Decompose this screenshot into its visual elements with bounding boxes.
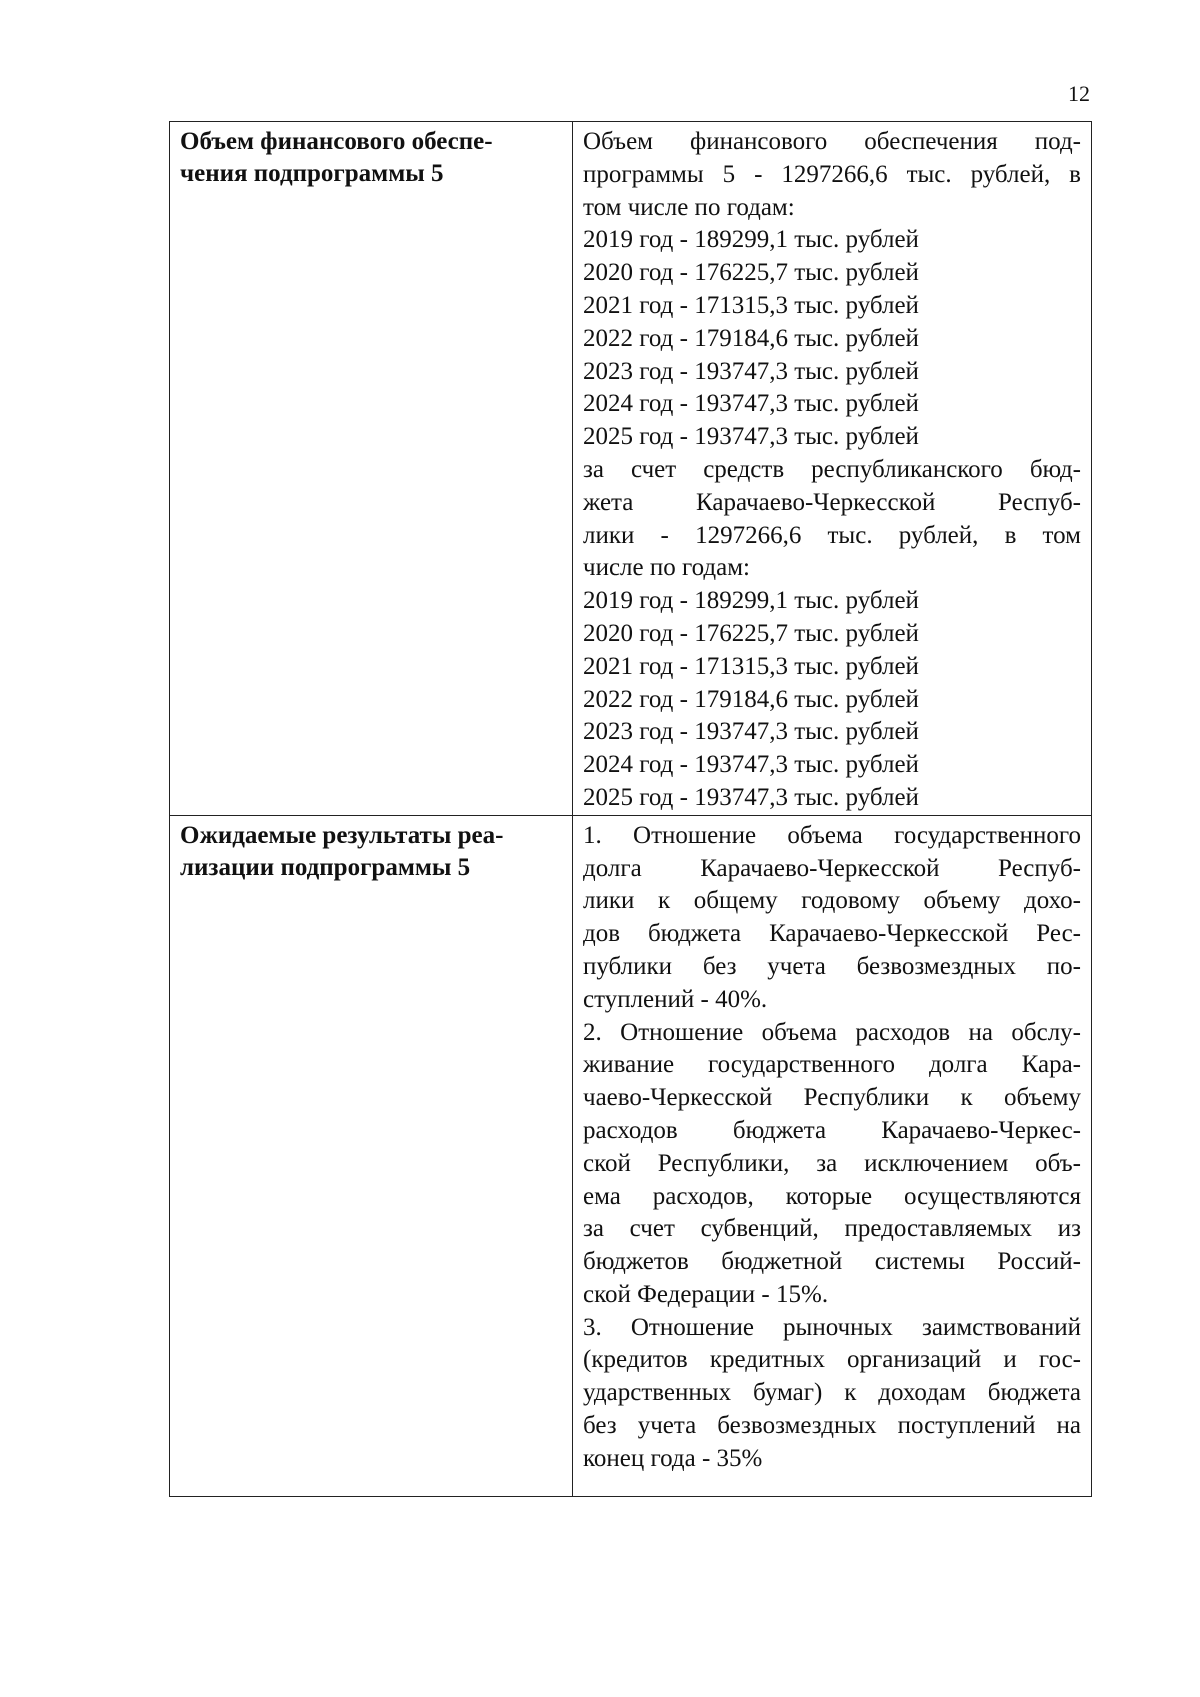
value-line: без учета безвозмездных поступлений на [583,1412,1081,1440]
value-line: 2023 год - 193747,3 тыс. рублей [583,357,919,385]
value-line: 2024 год - 193747,3 тыс. рублей [583,751,919,779]
label-line: лизации подпрограммы 5 [180,853,471,881]
page-number: 12 [1068,81,1090,106]
value-line: числе по годам: [583,554,750,582]
financing-value-cell [573,122,1092,816]
value-line: 2020 год - 176225,7 тыс. рублей [583,259,919,287]
value-line: лики - 1297266,6 тыс. рублей, в том [583,521,1081,549]
value-line: 2025 год - 193747,3 тыс. рублей [583,783,919,811]
value-line: конец года - 35% [583,1444,763,1472]
value-line: 2021 год - 171315,3 тыс. рублей [583,652,919,680]
label-line: Объем финансового обеспе- [180,128,493,155]
value-line: живание государственного долга Кара- [583,1051,1081,1079]
value-line: 2024 год - 193747,3 тыс. рублей [583,390,919,418]
value-line: 2. Отношение объема расходов на обслу- [583,1018,1081,1046]
financing-label [170,122,572,190]
value-line: 2019 год - 189299,1 тыс. рублей [583,226,919,254]
table-row-expected-results [170,815,1092,1496]
value-line: дов бюджета Карачаево-Черкесской Рес- [583,920,1081,948]
value-line: публики без учета безвозмездных по- [583,952,1081,980]
label-line: Ожидаемые результаты реа- [180,821,504,849]
value-line: ской Республики, за исключением объ- [583,1149,1081,1177]
value-line: за счет субвенций, предоставляемых из [583,1215,1081,1243]
value-line: программы 5 - 1297266,6 тыс. рублей, в [583,160,1081,188]
value-line: ударственных бумаг) к доходам бюджета [583,1379,1081,1407]
value-line: расходов бюджета Карачаево-Черкес- [583,1116,1081,1144]
value-line: 2022 год - 179184,6 тыс. рублей [583,324,919,352]
value-line: чаево-Черкесской Республики к объему [583,1084,1081,1112]
value-line: (кредитов кредитных организаций и гос- [583,1346,1081,1374]
value-line: 2025 год - 193747,3 тыс. рублей [583,423,919,451]
value-line: 1. Отношение объема государственного [583,821,1081,849]
value-line: 2020 год - 176225,7 тыс. рублей [583,619,919,647]
value-line: бюджетов бюджетной системы Россий- [583,1248,1081,1276]
results-label-cell [170,815,573,1496]
value-line: ступлений - 40%. [583,985,768,1013]
subprogram-passport-table [169,121,1092,1497]
value-line: 2023 год - 193747,3 тыс. рублей [583,718,919,746]
results-value [573,816,1091,1476]
financing-value [573,122,1091,815]
value-line: том числе по годам: [583,193,795,221]
table-row-financing [170,122,1092,816]
value-line: 2021 год - 171315,3 тыс. рублей [583,291,919,319]
value-line: 3. Отношение рыночных заимствований [583,1313,1081,1341]
results-value-cell [573,815,1092,1496]
value-line: за счет средств республиканского бюд- [583,455,1081,483]
label-line: чения подпрограммы 5 [180,160,444,187]
financing-label-cell [170,122,573,816]
value-line: лики к общему годовому объему дохо- [583,887,1081,915]
value-line: жета Карачаево-Черкесской Респуб- [583,488,1081,516]
value-line: 2022 год - 179184,6 тыс. рублей [583,685,919,713]
value-line: долга Карачаево-Черкесской Респуб- [583,854,1081,882]
value-line: 2019 год - 189299,1 тыс. рублей [583,587,919,615]
value-line: ской Федерации - 15%. [583,1280,829,1308]
value-line: ема расходов, которые осуществляются [583,1182,1081,1210]
results-label [170,816,572,884]
value-line: Объем финансового обеспечения под- [583,128,1081,155]
